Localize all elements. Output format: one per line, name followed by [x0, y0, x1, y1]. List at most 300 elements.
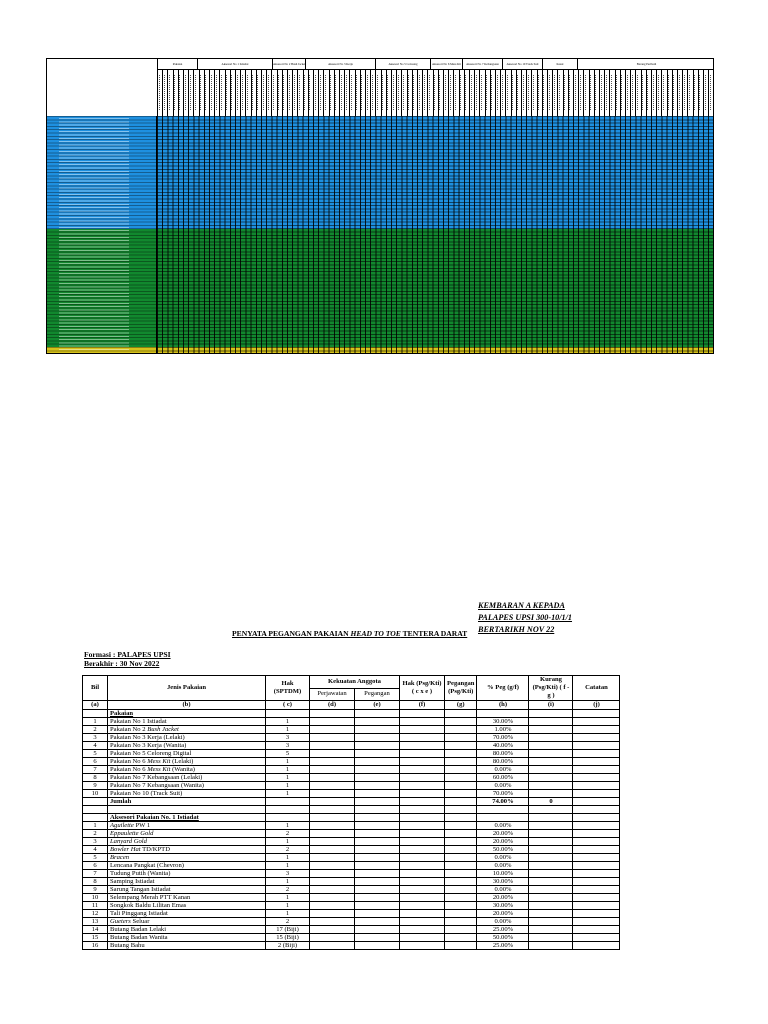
hak-psg-cell — [400, 782, 445, 790]
spreadsheet-column-label — [309, 71, 312, 115]
jenis-italic-text: Mess Kit — [147, 766, 171, 773]
table-row — [83, 822, 620, 830]
spreadsheet-group-label: Kasut — [542, 59, 577, 70]
spreadsheet-column-label — [320, 71, 323, 115]
pegangan-cell — [445, 718, 477, 726]
formasi-line: Formasi : PALAPES UPSI — [84, 650, 171, 659]
catatan-cell — [573, 838, 620, 846]
bil-cell: 1 — [83, 822, 108, 830]
pegangan-anggota-cell — [355, 942, 400, 950]
hak-cell: 1 — [266, 782, 310, 790]
column-code: (d) — [310, 701, 355, 710]
kurang-cell — [529, 886, 573, 894]
catatan-cell — [573, 862, 620, 870]
pegangan-cell — [445, 862, 477, 870]
spreadsheet-column-label — [341, 71, 344, 115]
hak-cell: 1 — [266, 718, 310, 726]
column-code-row — [83, 701, 620, 710]
hak-cell: 3 — [266, 742, 310, 750]
spreadsheet-group-label: Aksesori No 1 Istiadat — [197, 59, 272, 70]
empty-cell — [400, 806, 445, 814]
pegangan-anggota-cell — [355, 742, 400, 750]
table-row — [83, 742, 620, 750]
jenis-text: Butang Bahu — [110, 942, 145, 949]
bil-cell: 13 — [83, 918, 108, 926]
empty-cell — [355, 710, 400, 718]
jenis-text: Lencana Pangkat (Chevron) — [110, 862, 184, 869]
berakhir-line: Berakhir : 30 Nov 2022 — [84, 659, 160, 668]
empty-cell — [445, 710, 477, 718]
pegangan-cell — [445, 902, 477, 910]
jenis-text: Songkok Baldu Lilitan Emas — [110, 902, 187, 909]
catatan-cell — [573, 734, 620, 742]
header-pegangan: Pegangan (Psg/Kti) — [445, 676, 477, 701]
header-bil: Bil — [83, 676, 108, 701]
column-code: (f) — [400, 701, 445, 710]
pegangan-cell — [445, 734, 477, 742]
hak-cell: 2 (Biji) — [266, 942, 310, 950]
jenis-suffix-text: Seluar — [130, 918, 150, 925]
bil-cell: 9 — [83, 886, 108, 894]
spreadsheet-column-label — [559, 71, 562, 115]
spreadsheet-column-label — [465, 71, 468, 115]
peratus-cell: 70.00% — [477, 734, 529, 742]
table-row — [83, 902, 620, 910]
spreadsheet-group-label: Pakaian — [157, 59, 197, 70]
hak-psg-cell — [400, 830, 445, 838]
hak-psg-cell — [400, 862, 445, 870]
hak-psg-cell — [400, 734, 445, 742]
spreadsheet-column-label — [673, 71, 676, 115]
perjawatan-cell — [310, 870, 355, 878]
jenis-text: Selempang Merah PTT Kanan — [110, 894, 191, 901]
bil-cell: 16 — [83, 942, 108, 950]
spreadsheet-column-label — [247, 71, 250, 115]
title-prefix: PENYATA PEGANGAN PAKAIAN — [232, 629, 351, 638]
empty-cell — [529, 806, 573, 814]
empty-cell — [266, 710, 310, 718]
jenis-cell — [108, 750, 266, 758]
jenis-text: Butang Badan Lelaki — [110, 926, 167, 933]
hak-psg-cell — [400, 846, 445, 854]
spreadsheet-group-label: Aksesori No 6 Mess Kit — [430, 59, 462, 70]
table-row — [83, 862, 620, 870]
bil-cell: 10 — [83, 894, 108, 902]
spreadsheet-group-label: Aksesori No 5 Celoreng — [375, 59, 430, 70]
kurang-cell — [529, 942, 573, 950]
bil-cell: 5 — [83, 854, 108, 862]
table-row — [83, 934, 620, 942]
perjawatan-cell — [310, 902, 355, 910]
kurang-cell — [529, 766, 573, 774]
spreadsheet-column-label — [564, 71, 567, 115]
hak-psg-cell — [400, 934, 445, 942]
kurang-cell — [529, 926, 573, 934]
spreadsheet-column-label — [289, 71, 292, 115]
kurang-cell — [529, 870, 573, 878]
hak-psg-cell — [400, 918, 445, 926]
jumlah-peratus: 74.00% — [477, 798, 529, 806]
spreadsheet-column-label — [569, 71, 572, 115]
spreadsheet-column-label — [387, 71, 390, 115]
column-code: (b) — [108, 701, 266, 710]
spreadsheet-column-label — [606, 71, 609, 115]
empty-cell — [400, 798, 445, 806]
table-row — [83, 926, 620, 934]
spreadsheet-group-label: Aksesori No 2 Bush Jacket — [272, 59, 305, 70]
table-row — [83, 870, 620, 878]
kurang-cell — [529, 750, 573, 758]
pegangan-cell — [445, 942, 477, 950]
perjawatan-cell — [310, 942, 355, 950]
pegangan-cell — [445, 918, 477, 926]
jenis-cell — [108, 910, 266, 918]
pegangan-cell — [445, 822, 477, 830]
peratus-cell: 0.00% — [477, 886, 529, 894]
catatan-cell — [573, 822, 620, 830]
perjawatan-cell — [310, 878, 355, 886]
spreadsheet-column-label — [642, 71, 645, 115]
empty-cell — [83, 798, 108, 806]
table-row — [83, 846, 620, 854]
empty-cell — [477, 806, 529, 814]
column-code: (e) — [355, 701, 400, 710]
perjawatan-cell — [310, 822, 355, 830]
empty-cell — [477, 814, 529, 822]
pegangan-anggota-cell — [355, 726, 400, 734]
spreadsheet-column-label — [304, 71, 307, 115]
peratus-cell: 30.00% — [477, 718, 529, 726]
spreadsheet-column-label — [159, 71, 162, 115]
pegangan-cell — [445, 870, 477, 878]
bil-cell: 7 — [83, 870, 108, 878]
pegangan-anggota-cell — [355, 934, 400, 942]
jenis-cell — [108, 742, 266, 750]
spreadsheet-column-label — [481, 71, 484, 115]
table-row — [83, 766, 620, 774]
table-row — [83, 894, 620, 902]
hak-psg-cell — [400, 870, 445, 878]
jenis-italic-text: Gueters — [110, 918, 131, 925]
table-row — [83, 918, 620, 926]
bil-cell: 15 — [83, 934, 108, 942]
pegangan-anggota-cell — [355, 774, 400, 782]
spreadsheet-column-label — [445, 71, 448, 115]
hak-cell: 1 — [266, 790, 310, 798]
header-pegangan-anggota: Pegangan — [355, 688, 400, 701]
catatan-cell — [573, 846, 620, 854]
catatan-cell — [573, 894, 620, 902]
pegangan-cell — [445, 838, 477, 846]
spreadsheet-column-label — [616, 71, 619, 115]
hak-psg-cell — [400, 838, 445, 846]
header-hak-psg: Hak (Psg/Kti) ( c x e ) — [400, 676, 445, 701]
spreadsheet-column-label — [195, 71, 198, 115]
jenis-italic-text: Lanyard Gold — [110, 838, 147, 845]
pegangan-cell — [445, 790, 477, 798]
blank-row — [83, 806, 620, 814]
spreadsheet-column-label — [356, 71, 359, 115]
catatan-cell — [573, 774, 620, 782]
spreadsheet-column-label — [621, 71, 624, 115]
spreadsheet-column-label — [627, 71, 630, 115]
spreadsheet-column-label — [585, 71, 588, 115]
spreadsheet-column-label — [658, 71, 661, 115]
spreadsheet-column-label — [335, 71, 338, 115]
hak-cell: 17 (Biji) — [266, 926, 310, 934]
spreadsheet-column-label — [434, 71, 437, 115]
jenis-cell — [108, 782, 266, 790]
spreadsheet-column-label — [507, 71, 510, 115]
bil-cell: 4 — [83, 846, 108, 854]
spreadsheet-column-label — [221, 71, 224, 115]
kurang-cell — [529, 774, 573, 782]
empty-cell — [573, 710, 620, 718]
empty-cell — [355, 798, 400, 806]
perjawatan-cell — [310, 926, 355, 934]
table-row — [83, 942, 620, 950]
peratus-cell: 0.00% — [477, 918, 529, 926]
catatan-cell — [573, 870, 620, 878]
spreadsheet-column-label — [273, 71, 276, 115]
table-row — [83, 750, 620, 758]
hak-psg-cell — [400, 902, 445, 910]
spreadsheet-column-label — [528, 71, 531, 115]
spreadsheet-column-label — [554, 71, 557, 115]
spreadsheet-column-label — [668, 71, 671, 115]
perjawatan-cell — [310, 774, 355, 782]
jenis-text: Pakaian No 7 Kebangsaan (Wanita) — [110, 782, 204, 789]
kurang-cell — [529, 718, 573, 726]
spreadsheet-column-label — [242, 71, 245, 115]
kurang-cell — [529, 782, 573, 790]
perjawatan-cell — [310, 734, 355, 742]
jenis-suffix-text: (Lelaki) — [170, 758, 194, 765]
kurang-cell — [529, 822, 573, 830]
jenis-italic-text: Eppaulette Gold — [110, 830, 154, 837]
pegangan-cell — [445, 766, 477, 774]
catatan-cell — [573, 766, 620, 774]
pegangan-anggota-cell — [355, 822, 400, 830]
spreadsheet-column-label — [283, 71, 286, 115]
catatan-cell — [573, 886, 620, 894]
spreadsheet-column-label — [413, 71, 416, 115]
spreadsheet-column-label — [710, 71, 713, 115]
hak-psg-cell — [400, 742, 445, 750]
spreadsheet-column-label — [694, 71, 697, 115]
spreadsheet-column-label — [595, 71, 598, 115]
jenis-text: Pakaian No 3 Kerja (Lelaki) — [110, 734, 185, 741]
peratus-cell: 70.00% — [477, 790, 529, 798]
spreadsheet-column-label — [699, 71, 702, 115]
empty-cell — [445, 814, 477, 822]
table-row — [83, 878, 620, 886]
kurang-cell — [529, 790, 573, 798]
perjawatan-cell — [310, 862, 355, 870]
table-row — [83, 790, 620, 798]
hak-cell: 1 — [266, 774, 310, 782]
hak-psg-cell — [400, 854, 445, 862]
pegangan-cell — [445, 758, 477, 766]
jenis-cell — [108, 862, 266, 870]
spreadsheet-group-label: Aksesori No 10 Track Suit — [502, 59, 542, 70]
jenis-text: Sarung Tangan Istiadat — [110, 886, 171, 893]
empty-cell — [108, 806, 266, 814]
spreadsheet-column-label — [367, 71, 370, 115]
perjawatan-cell — [310, 830, 355, 838]
holdings-spreadsheet — [46, 58, 714, 354]
pegangan-cell — [445, 878, 477, 886]
pegangan-anggota-cell — [355, 766, 400, 774]
kembaran-line-3: BERTARIKH NOV 22 — [478, 625, 555, 634]
jenis-cell — [108, 926, 266, 934]
pegangan-cell — [445, 934, 477, 942]
spreadsheet-column-label — [575, 71, 578, 115]
spreadsheet-column-label — [185, 71, 188, 115]
jenis-text: Tudung Putih (Wanita) — [110, 870, 171, 877]
bil-cell: 7 — [83, 766, 108, 774]
jenis-text: Pakaian No 1 Istiadat — [110, 718, 167, 725]
empty-cell — [83, 806, 108, 814]
jenis-cell — [108, 886, 266, 894]
spreadsheet-column-label — [216, 71, 219, 115]
jenis-text: Pakaian No 5 Celoreng Digital — [110, 750, 192, 757]
jumlah-kurang: 0 — [529, 798, 573, 806]
empty-cell — [400, 710, 445, 718]
kurang-cell — [529, 934, 573, 942]
header-kekuatan-anggota: Kekuatan Anggota — [310, 676, 400, 689]
pegangan-anggota-cell — [355, 758, 400, 766]
jenis-cell — [108, 758, 266, 766]
perjawatan-cell — [310, 758, 355, 766]
table-body — [83, 701, 620, 950]
kurang-cell — [529, 726, 573, 734]
column-code: (a) — [83, 701, 108, 710]
pegangan-anggota-cell — [355, 734, 400, 742]
jenis-cell — [108, 934, 266, 942]
empty-cell — [529, 814, 573, 822]
hak-cell: 1 — [266, 910, 310, 918]
kembaran-line-1: KEMBARAN A KEPADA — [478, 601, 565, 610]
perjawatan-cell — [310, 846, 355, 854]
spreadsheet-column-label — [226, 71, 229, 115]
hak-cell: 1 — [266, 758, 310, 766]
peratus-cell: 0.00% — [477, 854, 529, 862]
jenis-text: Butang Badan Wanita — [110, 934, 168, 941]
hak-psg-cell — [400, 894, 445, 902]
catatan-cell — [573, 758, 620, 766]
bil-cell: 4 — [83, 742, 108, 750]
header-perjawatan: Perjawatan — [310, 688, 355, 701]
hak-psg-cell — [400, 766, 445, 774]
kurang-cell — [529, 862, 573, 870]
spreadsheet-column-label — [408, 71, 411, 115]
spreadsheet-column-label — [315, 71, 318, 115]
spreadsheet-column-label — [580, 71, 583, 115]
jenis-cell — [108, 846, 266, 854]
pegangan-anggota-cell — [355, 902, 400, 910]
peratus-cell: 60.00% — [477, 774, 529, 782]
bil-cell: 10 — [83, 790, 108, 798]
hak-psg-cell — [400, 822, 445, 830]
bil-cell: 14 — [83, 926, 108, 934]
spreadsheet-column-label — [403, 71, 406, 115]
empty-cell — [529, 710, 573, 718]
pegangan-cell — [445, 846, 477, 854]
empty-cell — [573, 814, 620, 822]
catatan-cell — [573, 878, 620, 886]
jenis-cell — [108, 878, 266, 886]
table-row — [83, 734, 620, 742]
peratus-cell: 25.00% — [477, 926, 529, 934]
kurang-cell — [529, 830, 573, 838]
jenis-cell — [108, 718, 266, 726]
hak-cell: 1 — [266, 766, 310, 774]
hak-cell: 1 — [266, 862, 310, 870]
spreadsheet-group-label: Aksesori No 7 Kebangsaan — [462, 59, 502, 70]
hak-cell: 3 — [266, 734, 310, 742]
empty-cell — [310, 798, 355, 806]
hak-cell: 1 — [266, 878, 310, 886]
catatan-cell — [573, 934, 620, 942]
hak-psg-cell — [400, 886, 445, 894]
jumlah-row — [83, 798, 620, 806]
spreadsheet-column-label — [637, 71, 640, 115]
jenis-cell — [108, 894, 266, 902]
jenis-text: Pakaian No 7 Kebangsaan (Lelaki) — [110, 774, 203, 781]
spreadsheet-column-label — [294, 71, 297, 115]
pegangan-cell — [445, 894, 477, 902]
title-suffix: TENTERA DARAT — [400, 629, 468, 638]
bil-cell: 6 — [83, 862, 108, 870]
section-title: Pakaian — [108, 710, 266, 718]
header-catatan: Catatan — [573, 676, 620, 701]
kurang-cell — [529, 734, 573, 742]
peratus-cell: 40.00% — [477, 742, 529, 750]
pegangan-cell — [445, 782, 477, 790]
hak-cell: 2 — [266, 918, 310, 926]
spreadsheet-column-label — [372, 71, 375, 115]
perjawatan-cell — [310, 718, 355, 726]
spreadsheet-column-label — [252, 71, 255, 115]
jenis-cell — [108, 774, 266, 782]
jenis-text: Pakaian No 2 — [110, 726, 148, 733]
table-row — [83, 726, 620, 734]
column-code: (i) — [529, 701, 573, 710]
bil-cell: 8 — [83, 878, 108, 886]
table-row — [83, 718, 620, 726]
peratus-cell: 0.00% — [477, 766, 529, 774]
pegangan-anggota-cell — [355, 846, 400, 854]
perjawatan-cell — [310, 854, 355, 862]
spreadsheet-column-label — [231, 71, 234, 115]
bil-cell: 3 — [83, 734, 108, 742]
kurang-cell — [529, 742, 573, 750]
empty-cell — [355, 814, 400, 822]
jenis-cell — [108, 822, 266, 830]
spreadsheet-column-label — [174, 71, 177, 115]
spreadsheet-column-label — [689, 71, 692, 115]
jenis-suffix-text: PW 1 — [133, 822, 151, 829]
pegangan-anggota-cell — [355, 750, 400, 758]
empty-cell — [83, 814, 108, 822]
spreadsheet-column-label — [361, 71, 364, 115]
catatan-cell — [573, 830, 620, 838]
peratus-cell: 20.00% — [477, 830, 529, 838]
header-hak: Hak (SPTDM) — [266, 676, 310, 701]
hak-cell: 3 — [266, 870, 310, 878]
empty-cell — [573, 806, 620, 814]
